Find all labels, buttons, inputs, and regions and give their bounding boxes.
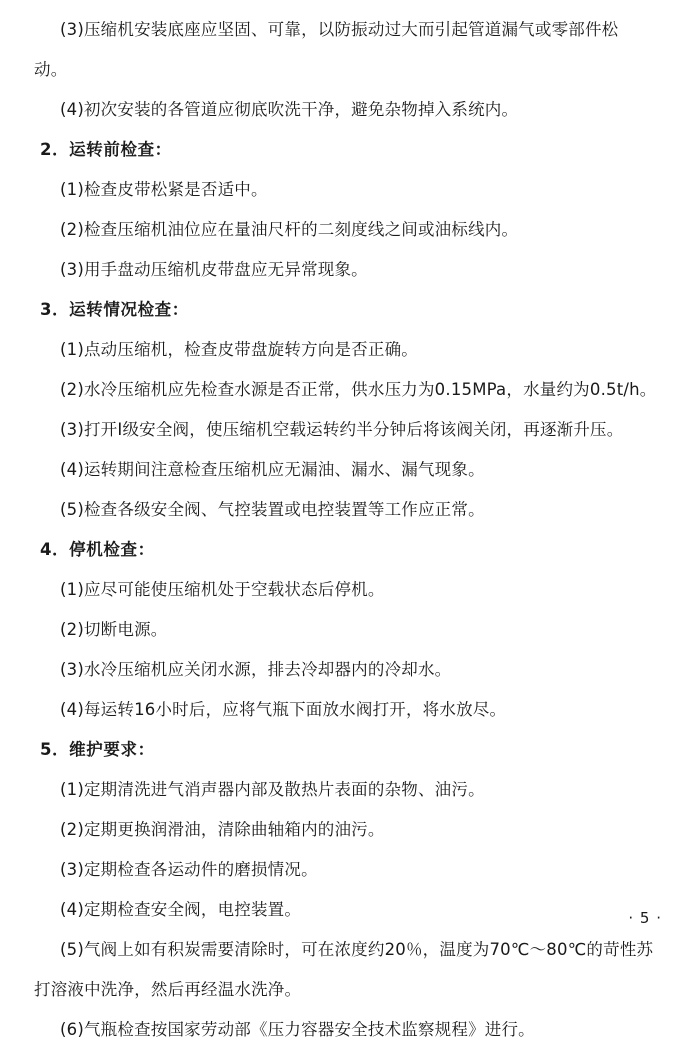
paragraph: (4)每运转16小时后，应将气瓶下面放水阀打开，将水放尽。 (60, 700, 507, 719)
paragraph: (1)应尽可能使压缩机处于空载状态后停机。 (60, 580, 385, 599)
paragraph-continuation: 打溶液中洗净，然后再经温水洗净。 (34, 980, 302, 999)
paragraph: (3)用手盘动压缩机皮带盘应无异常现象。 (60, 260, 368, 279)
paragraph-continuation: 动。 (34, 60, 68, 79)
paragraph: (2)切断电源。 (60, 620, 168, 639)
paragraph: (1)检查皮带松紧是否适中。 (60, 180, 268, 199)
paragraph: (3)定期检查各运动件的磨损情况。 (60, 860, 318, 879)
paragraph: (5)检查各级安全阀、气控装置或电控装置等工作应正常。 (60, 500, 485, 519)
paragraph: (2)定期更换润滑油，清除曲轴箱内的油污。 (60, 820, 385, 839)
section-heading: 2．运转前检查： (40, 140, 172, 159)
section-heading: 3．运转情况检查： (40, 300, 189, 319)
paragraph: (4)运转期间注意检查压缩机应无漏油、漏水、漏气现象。 (60, 460, 485, 479)
paragraph: (3)压缩机安装底座应坚固、可靠，以防振动过大而引起管道漏气或零部件松 (60, 20, 619, 39)
section-heading: 5．维护要求： (40, 740, 155, 759)
paragraph: (6)气瓶检查按国家劳动部《压力容器安全技术监察规程》进行。 (60, 1020, 535, 1039)
paragraph: (3)水冷压缩机应关闭水源，排去冷却器内的冷却水。 (60, 660, 452, 679)
page-number: · 5 · (628, 909, 662, 927)
paragraph: (2)检查压缩机油位应在量油尺杆的二刻度线之间或油标线内。 (60, 220, 519, 239)
paragraph: (1)点动压缩机，检查皮带盘旋转方向是否正确。 (60, 340, 418, 359)
paragraph: (5)气阀上如有积炭需要清除时，可在浓度约20％，温度为70℃～80℃的苛性苏 (60, 940, 654, 959)
paragraph: (2)水冷压缩机应先检查水源是否正常，供水压力为0.15MPa，水量约为0.5t/h。 (60, 380, 657, 399)
section-heading: 4．停机检查： (40, 540, 155, 559)
paragraph: (4)定期检查安全阀，电控装置。 (60, 900, 302, 919)
paragraph: (4)初次安装的各管道应彻底吹洗干净，避免杂物掉入系统内。 (60, 100, 519, 119)
paragraph: (1)定期清洗进气消声器内部及散热片表面的杂物、油污。 (60, 780, 485, 799)
paragraph: (3)打开Ⅰ级安全阀，使压缩机空载运转约半分钟后将该阀关闭，再逐渐升压。 (60, 420, 624, 439)
